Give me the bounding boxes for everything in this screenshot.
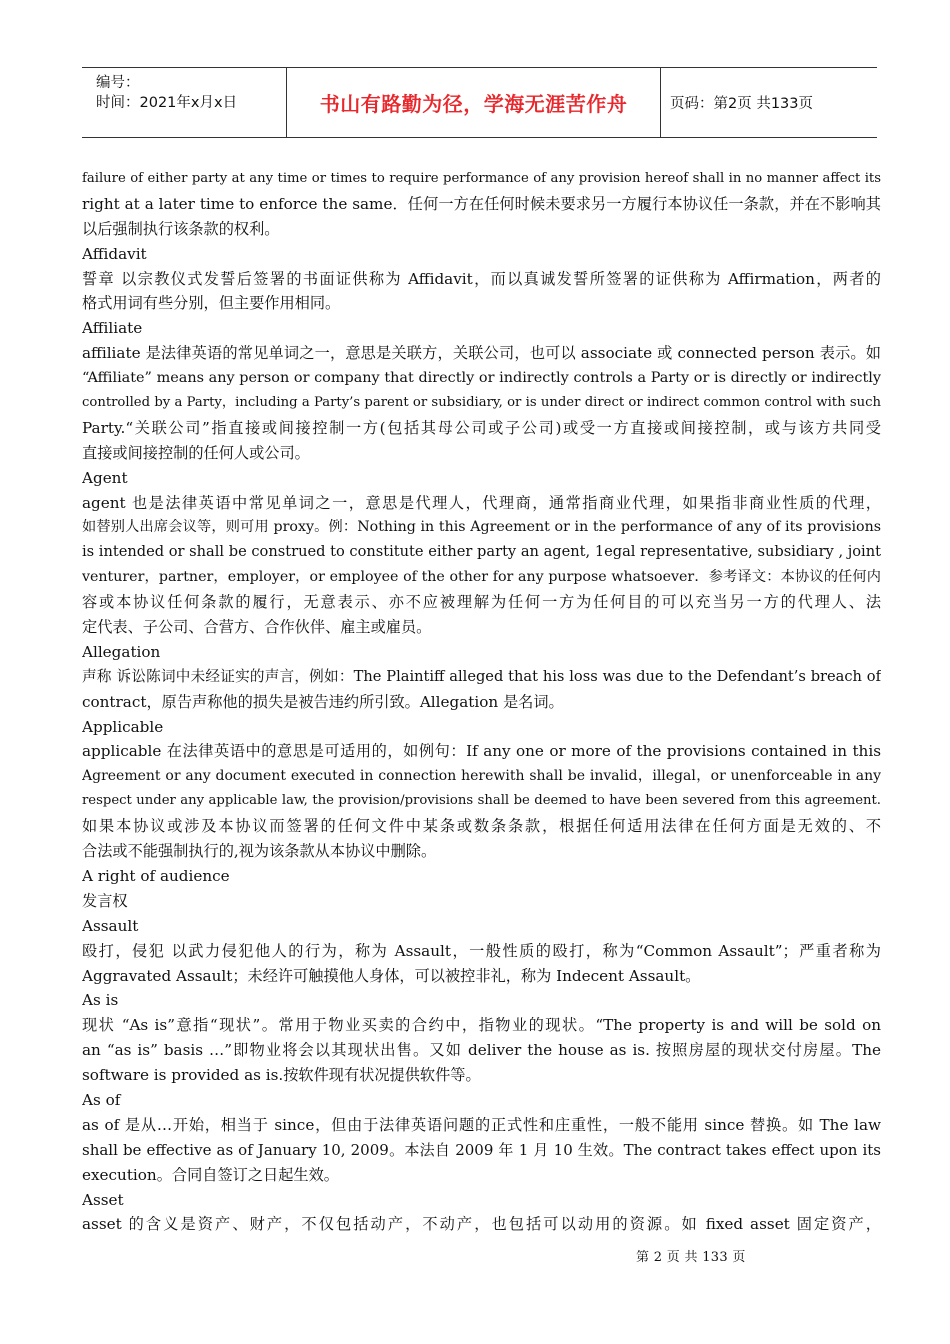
body-line: 直接或间接控制的任何人或公司。	[82, 443, 310, 462]
body-line: Applicable	[82, 717, 164, 736]
body-line: A right of audience	[82, 866, 230, 885]
body-line: 发言权	[82, 891, 128, 910]
header-meta-cell	[82, 68, 287, 137]
document-body	[82, 167, 881, 1237]
body-line: 如果本协议或涉及本协议而签署的任何文件中某条或数条条款，根据任何适用法律在任何方面是无效的、不	[82, 817, 881, 836]
body-line: shall be effective as of January 10, 2009。本法自 2009 年 1 月 10 生效。The contract takes effect upon its	[82, 1140, 881, 1159]
body-line: Aggravated Assault；未经许可触摸他人身体，可以被控非礼，称为 Indecent Assault。	[82, 966, 701, 985]
body-line: venturer，partner，employer，or employee of the other for any purpose whatsoever．参考译文：本协议的任何内	[82, 569, 881, 586]
body-line: controlled by a Party，including a Party’s parent or subsidiary, or is under direct or indirect common control with such	[82, 395, 881, 411]
body-line: As of	[82, 1090, 121, 1109]
body-line: software is provided as is.按软件现有状况提供软件等。	[82, 1066, 481, 1085]
body-line: contract，原告声称他的损失是被告违约所引致。Allegation 是名词。	[82, 692, 564, 711]
body-line: Agent	[82, 468, 128, 487]
body-line: Affiliate	[82, 319, 143, 338]
body-line: as of 是从…开始，相当于 since，但由于法律英语问题的正式性和庄重性，一般不能用 since 替换。如 The law	[82, 1115, 881, 1134]
footer-page-number: 第 2 页 共 133 页	[636, 1250, 746, 1265]
body-line: 容或本协议任何条款的履行，无意表示、亦不应被理解为任何一方为任何目的可以充当另一方的代理人、法	[82, 593, 881, 612]
body-line: 以后强制执行该条款的权利。	[82, 219, 280, 238]
body-line: Assault	[82, 916, 139, 935]
body-line: As is	[82, 991, 119, 1010]
header-motto: 书山有路勤为径，学海无涯苦作舟	[319, 92, 628, 116]
header-page-number: 页码：第2页 共133页	[670, 96, 814, 112]
body-line: Asset	[82, 1190, 124, 1209]
body-line: 誓章 以宗教仪式发誓后签署的书面证供称为 Affidavit，而以真诚发誓所签署的证供称为 Affirmation，两者的	[82, 269, 881, 288]
body-line: 格式用词有些分别，但主要作用相同。	[82, 294, 341, 313]
header-motto-cell	[287, 68, 661, 137]
body-line: 定代表、子公司、合营方、合作伙伴、雇主或雇员。	[82, 618, 432, 637]
body-line: Affidavit	[82, 244, 147, 263]
body-line: “Affiliate” means any person or company that directly or indirectly controls a Party or is directly or indirectly	[82, 370, 881, 387]
body-line: 殴打，侵犯 以武力侵犯他人的行为，称为 Assault，一般性质的殴打，称为“Common Assault”；严重者称为	[82, 941, 881, 960]
body-line: agent 也是法律英语中常见单词之一，意思是代理人，代理商，通常指商业代理，如果指非商业性质的代理，	[82, 493, 881, 512]
body-line: failure of either party at any time or times to require performance of any provision hereof shall in no manner affect its	[82, 171, 881, 186]
body-line: execution。合同自签订之日起生效。	[82, 1165, 339, 1184]
body-line: Party.“关联公司”指直接或间接控制一方(包括其母公司或子公司)或受一方直接或间接控制，或与该方共同受	[82, 418, 881, 437]
body-line: an “as is” basis …”即物业将会以其现状出售。又如 deliver the house as is. 按照房屋的现状交付房屋。The	[82, 1041, 881, 1060]
body-line: 如替别人出席会议等，则可用 proxy。例：Nothing in this Agreement or in the performance of any of its provisions	[82, 519, 881, 536]
body-line: right at a later time to enforce the same．任何一方在任何时候未要求另一方履行本协议任一条款，并在不影响其	[82, 194, 881, 213]
body-line: asset 的含义是资产、财产，不仅包括动产，不动产，也包括可以动用的资源。如 fixed asset 固定资产，	[82, 1215, 881, 1234]
body-line: 现状 “As is”意指“现状”。常用于物业买卖的合约中，指物业的现状。“The property is and will be sold on	[82, 1016, 881, 1035]
body-line: Agreement or any document executed in connection herewith shall be invalid，illegal，or unenforceable in any	[82, 768, 881, 785]
body-line: affiliate 是法律英语的常见单词之一，意思是关联方，关联公司，也可以 associate 或 connected person 表示。如	[82, 344, 881, 363]
doc-time-label: 时间：2021年x月x日	[96, 95, 238, 111]
body-line: Allegation	[82, 642, 161, 661]
body-line: respect under any applicable law, the provision/provisions shall be deemed to have been severed from this agreement.	[82, 793, 881, 809]
body-line: 声称 诉讼陈词中未经证实的声言，例如：The Plaintiff alleged that his loss was due to the Defendant’s breach of	[82, 667, 881, 685]
body-line: is intended or shall be construed to constitute either party an agent, 1egal representative, subsidiary , joint	[82, 543, 881, 561]
header-box	[82, 67, 877, 138]
header-page-cell	[661, 68, 877, 137]
body-line: applicable 在法律英语中的意思是可适用的，如例句：If any one or more of the provisions contained in this	[82, 742, 881, 761]
doc-number-label: 编号：	[96, 75, 140, 91]
body-line: 合法或不能强制执行的,视为该条款从本协议中删除。	[82, 842, 437, 861]
